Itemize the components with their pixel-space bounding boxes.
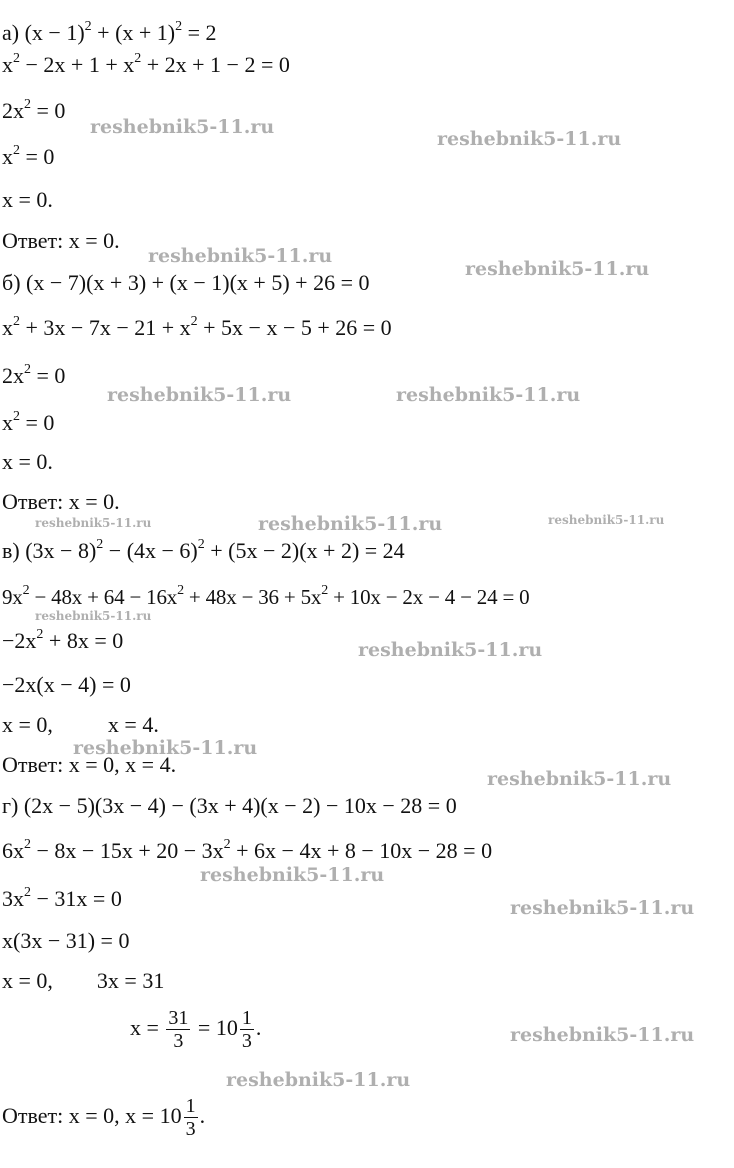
text: + 6x − 4x + 8 − 10x − 28 = 0 <box>230 838 493 863</box>
exponent: 2 <box>24 97 31 112</box>
text: 6x <box>2 838 24 863</box>
exponent: 2 <box>96 537 104 552</box>
problem-a-step-4: x = 0. <box>2 187 53 212</box>
text: − 31x = 0 <box>31 886 122 911</box>
watermark: reshebnik5-11.ru <box>226 1069 411 1091</box>
text: = 2 <box>182 20 217 45</box>
problem-g-step-2 <box>2 886 122 912</box>
text: + 48x − 36 + 5x <box>183 585 322 609</box>
watermark: reshebnik5-11.ru <box>358 639 543 661</box>
problem-b-step-2 <box>2 363 65 389</box>
problem-g-step-5 <box>130 1004 261 1052</box>
text: в) (3x − 8) <box>2 538 97 563</box>
text: − 2x + 1 + x <box>20 52 135 77</box>
problem-b-step-1 <box>2 315 392 341</box>
exponent: 2 <box>24 362 31 377</box>
denominator: 3 <box>185 1118 196 1141</box>
watermark: reshebnik5-11.ru <box>35 609 152 623</box>
watermark: reshebnik5-11.ru <box>148 245 333 267</box>
problem-v-step-3: −2x(x − 4) = 0 <box>2 672 131 697</box>
text: − 8x − 15x + 20 − 3x <box>31 838 224 863</box>
fraction <box>240 1007 254 1052</box>
text: + 3x − 7x − 21 + x <box>20 315 191 340</box>
text: = 0 <box>31 363 66 388</box>
problem-b-answer: Ответ: x = 0. <box>2 489 120 514</box>
problem-g-step-1 <box>2 838 492 864</box>
text: −2x <box>2 628 37 653</box>
problem-v-step-4: x = 0, x = 4. <box>2 712 159 737</box>
text: 3x <box>2 886 24 911</box>
exponent: 2 <box>190 314 198 329</box>
exponent: 2 <box>24 885 31 900</box>
exponent: 2 <box>84 19 92 34</box>
problem-a-step-1 <box>2 52 290 78</box>
fraction <box>166 1007 190 1052</box>
numerator: 1 <box>185 1095 196 1118</box>
text: 2x <box>2 363 24 388</box>
watermark: reshebnik5-11.ru <box>35 516 152 530</box>
watermark: reshebnik5-11.ru <box>258 513 443 535</box>
text: + 5x − x − 5 + 26 = 0 <box>197 315 392 340</box>
problem-a-statement <box>2 20 217 46</box>
fraction <box>184 1095 198 1140</box>
watermark: reshebnik5-11.ru <box>107 384 292 406</box>
problem-b-statement: б) (x − 7)(x + 3) + (x − 1)(x + 5) + 26 = 0 <box>2 270 370 295</box>
text: x <box>2 410 13 435</box>
text: x <box>2 144 13 169</box>
exponent: 2 <box>13 143 20 158</box>
problem-v-step-2 <box>2 628 123 654</box>
exponent: 2 <box>13 314 20 329</box>
text: x = <box>130 1015 165 1040</box>
text: x <box>2 315 13 340</box>
watermark: reshebnik5-11.ru <box>487 768 672 790</box>
problem-g-statement: г) (2x − 5)(3x − 4) − (3x + 4)(x − 2) − 10x − 28 = 0 <box>2 793 457 818</box>
exponent: 2 <box>36 627 44 642</box>
watermark: reshebnik5-11.ru <box>510 1024 695 1046</box>
exponent: 2 <box>22 583 30 598</box>
text: + 8x = 0 <box>43 628 124 653</box>
text: а) (x − 1) <box>2 20 85 45</box>
text: + 2x + 1 − 2 = 0 <box>141 52 290 77</box>
exponent: 2 <box>13 51 20 66</box>
problem-b-step-4: x = 0. <box>2 449 53 474</box>
problem-v-statement <box>2 538 405 564</box>
exponent: 2 <box>197 537 205 552</box>
text: = 0 <box>31 98 66 123</box>
denominator: 3 <box>173 1030 184 1053</box>
text: . <box>199 1103 206 1128</box>
exponent: 2 <box>24 837 31 852</box>
text: 9x <box>2 585 23 609</box>
numerator: 31 <box>168 1007 189 1030</box>
text: = 10 <box>192 1015 238 1040</box>
problem-a-step-3 <box>2 144 54 170</box>
text: − 48x + 64 − 16x <box>29 585 178 609</box>
watermark: reshebnik5-11.ru <box>465 258 650 280</box>
problem-a-answer: Ответ: x = 0. <box>2 228 120 253</box>
text: − (4x − 6) <box>103 538 198 563</box>
text: + (x + 1) <box>91 20 176 45</box>
problem-v-answer: Ответ: x = 0, x = 4. <box>2 752 177 777</box>
problem-a-step-2 <box>2 98 65 124</box>
problem-g-step-4: x = 0, 3x = 31 <box>2 968 165 993</box>
watermark: reshebnik5-11.ru <box>200 864 385 886</box>
watermark: reshebnik5-11.ru <box>548 513 665 527</box>
exponent: 2 <box>175 19 183 34</box>
text: = 0 <box>20 410 55 435</box>
watermark: reshebnik5-11.ru <box>90 116 275 138</box>
text: 2x <box>2 98 24 123</box>
watermark: reshebnik5-11.ru <box>510 897 695 919</box>
exponent: 2 <box>321 583 329 598</box>
watermark: reshebnik5-11.ru <box>437 128 622 150</box>
exponent: 2 <box>13 409 20 424</box>
text: + 10x − 2x − 4 − 24 = 0 <box>328 585 530 609</box>
exponent: 2 <box>177 583 184 598</box>
text: x <box>2 52 13 77</box>
problem-g-answer <box>2 1092 205 1140</box>
text: = 0 <box>20 144 55 169</box>
exponent: 2 <box>134 51 142 66</box>
problem-g-step-3: x(3x − 31) = 0 <box>2 928 130 953</box>
denominator: 3 <box>241 1030 252 1053</box>
text: . <box>255 1015 262 1040</box>
problem-b-step-3 <box>2 410 54 436</box>
text: + (5x − 2)(x + 2) = 24 <box>204 538 405 563</box>
watermark: reshebnik5-11.ru <box>73 737 258 759</box>
numerator: 1 <box>241 1007 252 1030</box>
problem-v-step-1 <box>2 584 529 610</box>
exponent: 2 <box>223 837 231 852</box>
text: Ответ: x = 0, x = 10 <box>2 1103 182 1128</box>
watermark: reshebnik5-11.ru <box>396 384 581 406</box>
